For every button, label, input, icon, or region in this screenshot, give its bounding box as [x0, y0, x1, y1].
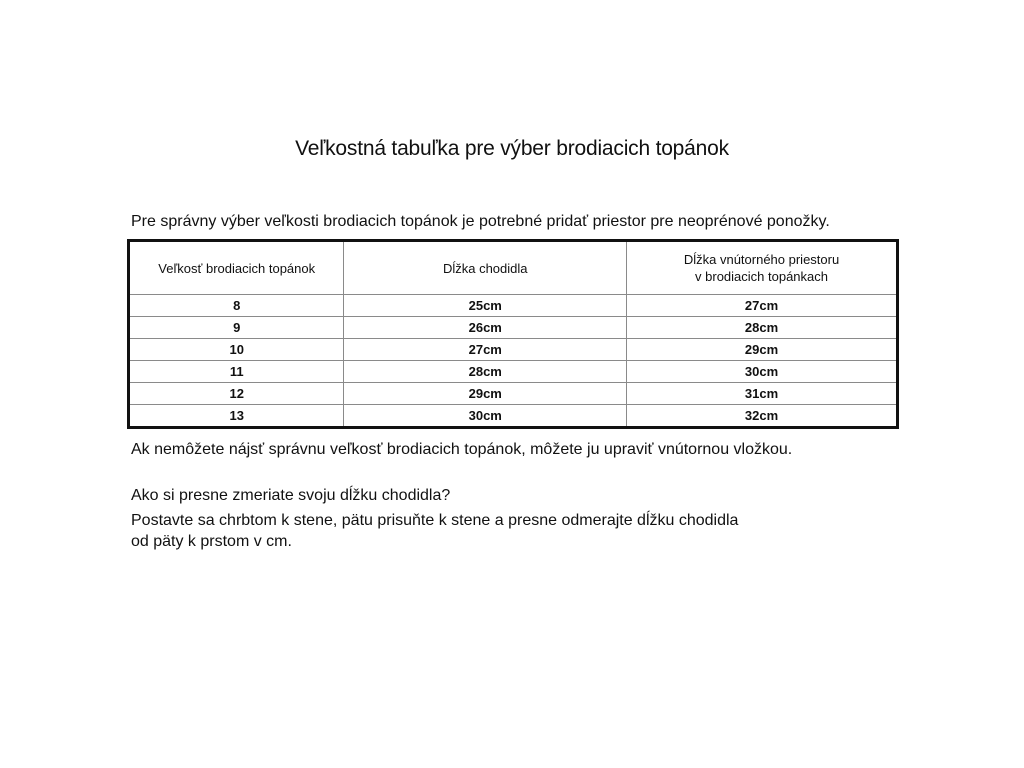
table-row	[129, 361, 898, 383]
table-row	[129, 405, 898, 428]
column-header-shoe-size	[129, 241, 344, 295]
measure-question: Ako si presne zmeriate svoju dĺžku chodidla?	[131, 487, 451, 504]
cell-inner-length: 32cm	[627, 405, 898, 428]
size-chart-table	[127, 239, 899, 429]
cell-foot-length: 27cm	[344, 339, 627, 361]
column-header-foot-length	[344, 241, 627, 295]
page-title: Veľkostná tabuľka pre výber brodiacich topánok	[295, 137, 729, 160]
table-body	[129, 295, 898, 428]
measure-instruction-line1: Postavte sa chrbtom k stene, pätu prisuňte k stene a presne odmerajte dĺžku chodidla	[131, 512, 739, 529]
cell-inner-length: 29cm	[627, 339, 898, 361]
intro-text: Pre správny výber veľkosti brodiacich topánok je potrebné pridať priestor pre neoprénové ponožky.	[131, 213, 830, 230]
table-row	[129, 295, 898, 317]
cell-shoe-size: 12	[129, 383, 344, 405]
column-header-inner-length	[627, 241, 898, 295]
cell-foot-length: 30cm	[344, 405, 627, 428]
table-header	[129, 241, 898, 295]
measure-instruction-line2: od päty k prstom v cm.	[131, 533, 292, 550]
column-header-foot-length-label: Dĺžka chodidla	[442, 260, 528, 276]
cell-foot-length: 28cm	[344, 361, 627, 383]
cell-shoe-size: 9	[129, 317, 344, 339]
table-row	[129, 317, 898, 339]
cell-inner-length: 31cm	[627, 383, 898, 405]
table-header-row	[129, 241, 898, 295]
column-header-inner-length-line2: v brodiacich topánkach	[695, 269, 829, 284]
cell-foot-length: 29cm	[344, 383, 627, 405]
cell-inner-length: 28cm	[627, 317, 898, 339]
cell-shoe-size: 13	[129, 405, 344, 428]
cell-inner-length: 30cm	[627, 361, 898, 383]
cell-shoe-size: 11	[129, 361, 344, 383]
cell-shoe-size: 8	[129, 295, 344, 317]
cell-shoe-size: 10	[129, 339, 344, 361]
column-header-shoe-size-label: Veľkosť brodiacich topánok	[158, 260, 316, 276]
column-header-inner-length-line1: Dĺžka vnútorného priestoru	[683, 252, 840, 267]
cell-foot-length: 25cm	[344, 295, 627, 317]
table-row	[129, 383, 898, 405]
cell-inner-length: 27cm	[627, 295, 898, 317]
table-row	[129, 339, 898, 361]
cell-foot-length: 26cm	[344, 317, 627, 339]
insole-note: Ak nemôžete nájsť správnu veľkosť brodiacich topánok, môžete ju upraviť vnútornou vložkou.	[131, 441, 793, 458]
